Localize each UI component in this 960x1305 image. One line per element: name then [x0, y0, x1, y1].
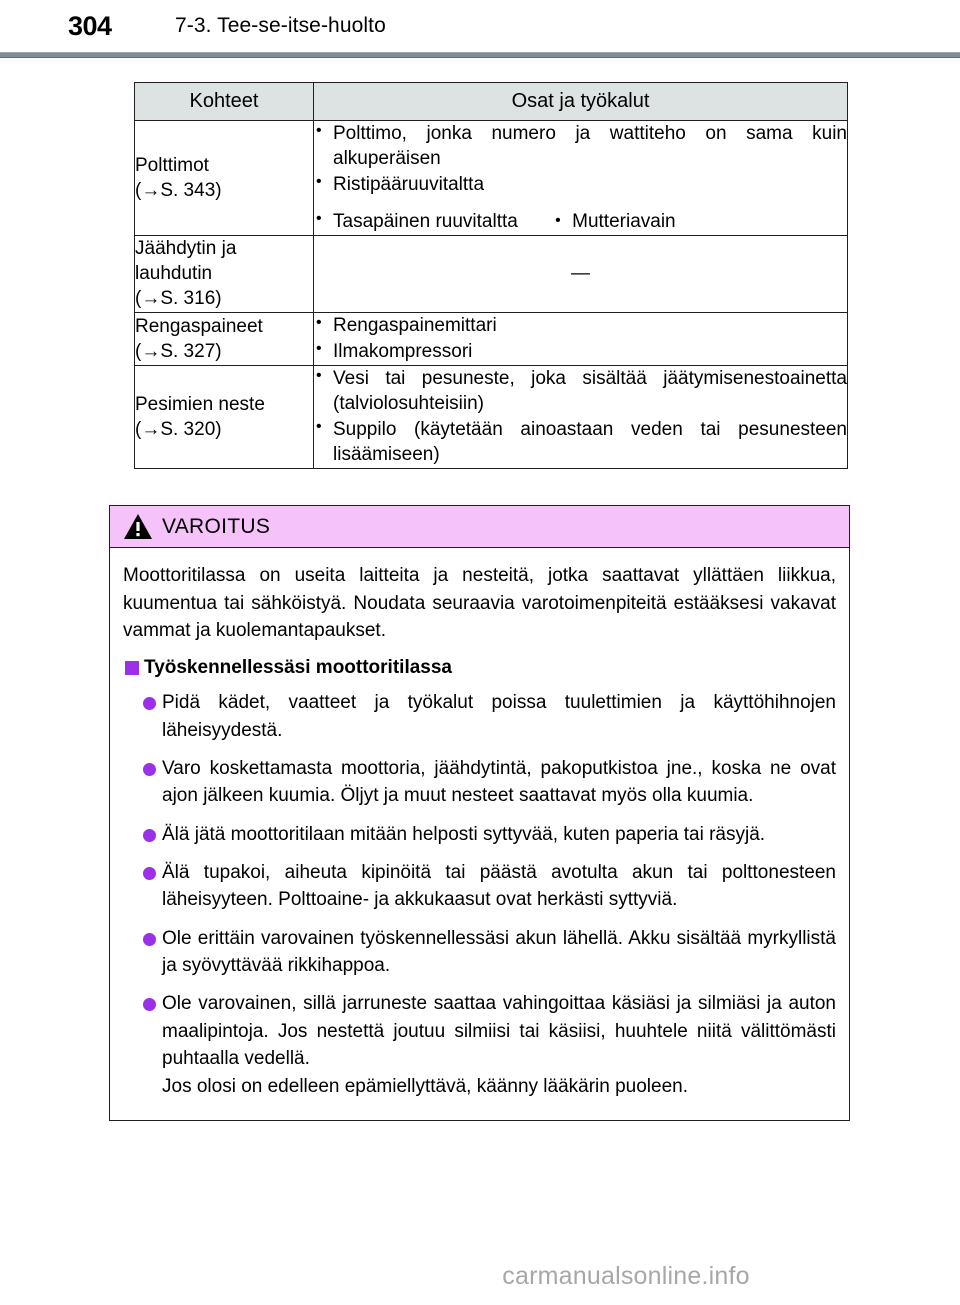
item-name: Pesimien neste [135, 393, 265, 415]
tool-list-item: • Vesi tai pesuneste, joka sisältää jäätymisenestoainetta (talviolosuhteisiin) [314, 366, 847, 416]
tool-list [314, 366, 847, 467]
item-cell [135, 365, 314, 468]
tool-list-item: • Suppilo (käytetään ainoastaan veden tai pesunesteen lisäämiseen) [314, 417, 847, 467]
tools-cell [314, 121, 848, 236]
tool-list-item-label: • Mutteriavain [553, 211, 676, 232]
page-header [0, 0, 960, 58]
warning-label: VAROITUS [162, 514, 271, 538]
table-row [135, 121, 848, 236]
item-cell [135, 312, 314, 365]
warning-triangle-icon [123, 513, 153, 540]
tool-list-item: • Polttimo, jonka numero ja wattiteho on sama kuin alkuperäisen [314, 121, 847, 171]
warning-subheading-label: Työskennellessäsi moottoritilassa [144, 657, 452, 679]
item-cell [135, 236, 314, 312]
tools-cell [314, 365, 848, 468]
warning-list-item: Älä tupakoi, aiheuta kipinöitä tai päästä avotulta akun tai polttonesteen läheisyyteen. Polttoaine- ja akkukaasut ovat herkästi syttyviä. [123, 859, 836, 914]
item-page-reference: (→S. 343) [135, 180, 222, 202]
tool-list-item-label: Tasapäinen ruuvitaltta [333, 211, 518, 233]
tools-cell-empty: — [314, 236, 848, 312]
warning-list-item: Varo koskettamasta moottoria, jäähdytintä, pakoputkistoa jne., koska ne ovat ajon jälkeen kuumia. Öljyt ja muut nesteet saattavat myös olla kuumia. [123, 755, 836, 810]
footer-watermark-text: carmanualsonline.info [502, 1262, 750, 1290]
warning-body [110, 548, 849, 1120]
item-name: Polttimot [135, 155, 209, 177]
warning-list [123, 689, 836, 1100]
column-header-items: Kohteet [135, 83, 314, 121]
warning-list-item: Älä jätä moottoritilaan mitään helposti syttyvää, kuten paperia tai räsyjä. [123, 821, 836, 848]
footer-watermark [0, 1262, 960, 1291]
header-divider-rule [0, 52, 960, 58]
page-number: 304 [68, 11, 112, 41]
tool-list-item: • Rengaspainemittari [314, 313, 847, 338]
table-header-row [135, 83, 848, 121]
purple-square-icon [125, 661, 139, 675]
tool-list [314, 121, 847, 234]
warning-list-item-continuation: Jos olosi on edelleen epämiellyttävä, käänny lääkärin puoleen. [162, 1075, 689, 1097]
column-header-tools: Osat ja työkalut [314, 83, 848, 121]
tool-list-item: • Ristipääruuvitaltta [314, 172, 847, 197]
parts-and-tools-table [134, 82, 848, 469]
warning-list-item: Ole erittäin varovainen työskennellessäsi akun lähellä. Akku sisältää myrkyllistä ja syövyttävää rikkihappoa. [123, 925, 836, 980]
warning-list-item: Pidä kädet, vaatteet ja työkalut poissa tuulettimien ja käyttöhihnojen läheisyydestä. [123, 689, 836, 744]
warning-subheading [123, 657, 836, 679]
item-name: Rengaspaineet [135, 315, 263, 337]
item-page-reference: (→S. 316) [135, 288, 222, 310]
section-title: 7-3. Tee-se-itse-huolto [175, 14, 386, 37]
table-row [135, 312, 848, 365]
tool-list-item [314, 209, 847, 234]
item-name: Jäähdytin ja lauhdutin [135, 238, 237, 285]
table-row [135, 365, 848, 468]
table-row [135, 236, 848, 312]
tool-list-item: • Ilmakompressori [314, 339, 847, 364]
warning-intro-text: Moottoritilassa on useita laitteita ja nesteitä, jotka saattavat yllättäen liikkua, kuumentua tai sähköistyä. Noudata seuraavia varotoimenpiteitä estääksesi vakavat vammat ja kuolemantapaukset. [123, 565, 836, 642]
tools-cell [314, 312, 848, 365]
warning-banner [110, 506, 849, 548]
warning-box [109, 505, 850, 1121]
item-page-reference: (→S. 327) [135, 340, 222, 362]
item-cell [135, 121, 314, 236]
warning-list-item [123, 990, 836, 1099]
tool-list [314, 313, 847, 364]
item-page-reference: (→S. 320) [135, 418, 222, 440]
warning-list-item-text: Ole varovainen, sillä jarruneste saattaa vahingoittaa käsiäsi ja silmiäsi ja auton maalipintoja. Jos nestettä joutuu silmiisi tai käsiisi, huuhtele niitä välittömästi puhtaalla vedellä. [162, 993, 836, 1070]
